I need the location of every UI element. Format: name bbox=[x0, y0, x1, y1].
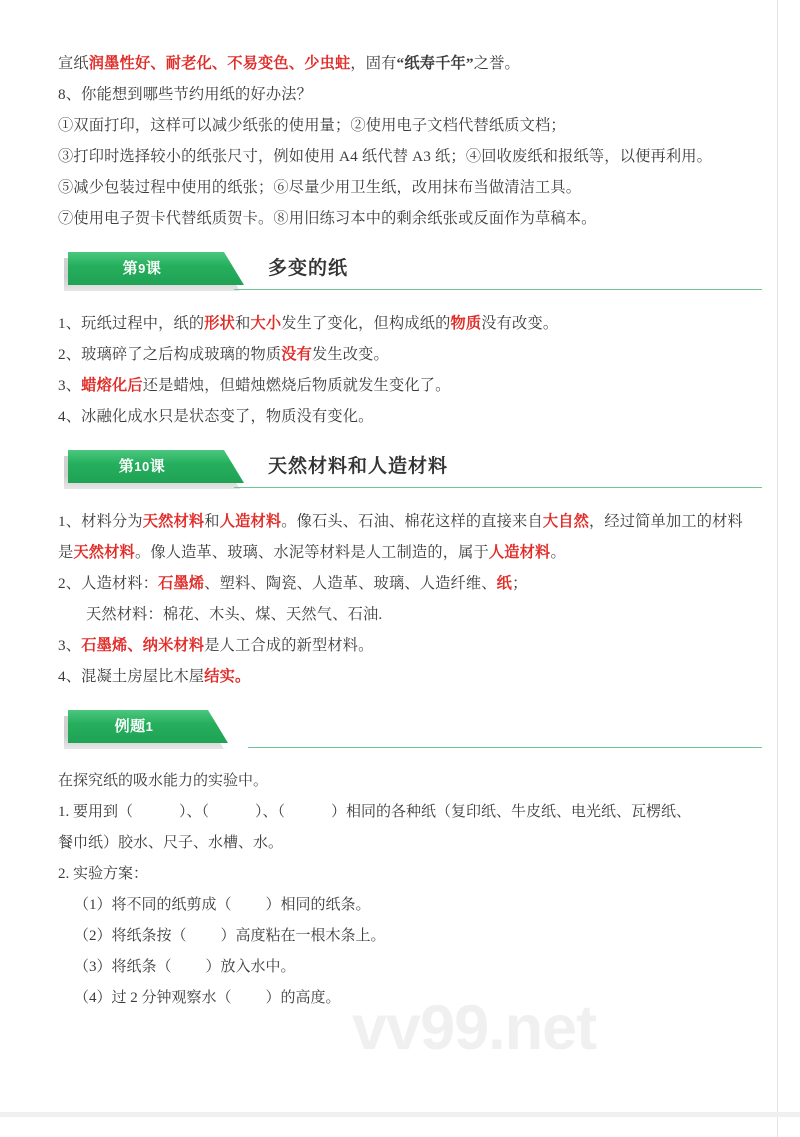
l10-i1-t3: 。像石头、石油、棉花这样的直接来自 bbox=[281, 513, 543, 530]
example-1-question-1 bbox=[58, 797, 748, 828]
lesson-10-item-4 bbox=[58, 661, 748, 692]
lesson-9-tag-prefix: 第 bbox=[122, 260, 139, 277]
section-header-lesson-9 bbox=[58, 252, 748, 298]
example-1-step-2 bbox=[58, 921, 748, 952]
example-1-question-2: 2. 实验方案： bbox=[58, 866, 149, 882]
note-xuan-red: 润墨性好、耐老化、不易变色、少虫蛀 bbox=[88, 55, 351, 72]
lesson-9-tag-number: 9 bbox=[138, 261, 146, 276]
ex1-s4-t1: （4）过 2 分钟观察水（ bbox=[74, 990, 232, 1006]
l10-i1-t4: ，经过简单加工的材料是 bbox=[58, 513, 743, 561]
lesson-10-item-3 bbox=[58, 630, 748, 661]
lesson-9-item-1 bbox=[58, 308, 748, 339]
example-1-intro: 在探究纸的吸水能力的实验中。 bbox=[58, 773, 269, 789]
ex1-q1-t1: 1. 要用到（ bbox=[58, 804, 134, 820]
l10-i1-r1: 天然材料 bbox=[142, 513, 205, 530]
l10-i1-r4: 天然材料 bbox=[73, 544, 135, 561]
l9-i3-t2: 还是蜡烛，但蜡烛燃烧后物质就发生变化了。 bbox=[142, 377, 451, 394]
example-1-rule bbox=[248, 747, 762, 748]
l10-i1-r5: 人造材料 bbox=[488, 544, 551, 561]
l10-i3-t1: 3、 bbox=[58, 637, 82, 654]
lesson-10-rule bbox=[234, 487, 762, 488]
example-1-tag-number: 1 bbox=[145, 719, 154, 734]
lesson-10-title: 天然材料和人造材料 bbox=[268, 456, 449, 477]
question-8: 8、你能想到哪些节约用纸的好办法？ bbox=[58, 86, 312, 103]
lesson-9-tag-suffix: 课 bbox=[145, 260, 162, 277]
l10-i3-t2: 是人工合成的新型材料。 bbox=[204, 637, 374, 654]
l10-i4-r1: 结实。 bbox=[204, 668, 251, 685]
l9-i2-t2: 发生改变。 bbox=[312, 346, 389, 363]
l10-i2-t1: 2、人造材料： bbox=[58, 575, 159, 592]
l10-i3-r1: 石墨烯、纳米材料 bbox=[81, 637, 205, 654]
lesson-10-tag-label bbox=[64, 450, 220, 483]
answer-line-1: ①双面打印，这样可以减少纸张的使用量；②使用电子文档代替纸质文档； bbox=[58, 117, 566, 134]
l10-i2-t3: ； bbox=[512, 575, 528, 592]
ex1-q1-t4: ）相同的各种纸（复印纸、牛皮纸、电光纸、瓦楞纸、 bbox=[331, 804, 692, 820]
l10-i2-t2: 、塑料、陶瓷、人造革、玻璃、人造纤维、 bbox=[204, 575, 497, 592]
l10-i2-r2: 纸 bbox=[496, 575, 513, 592]
l10-i1-t1: 1、材料分为 bbox=[58, 513, 143, 530]
note-xuan-paper bbox=[58, 48, 748, 79]
l9-i1-t3: 发生了变化，但构成纸的 bbox=[281, 315, 451, 332]
lesson-10-item-2 bbox=[58, 568, 748, 599]
ex1-q1-t3: ）、（ bbox=[255, 804, 286, 820]
example-1-step-1 bbox=[58, 890, 748, 921]
lesson-9-title: 多变的纸 bbox=[268, 258, 349, 279]
lesson-9-tag-label bbox=[64, 252, 220, 285]
ex1-q1-t2: ）、（ bbox=[179, 804, 210, 820]
lesson-10-tag-suffix: 课 bbox=[149, 458, 166, 475]
example-1-tag-label bbox=[64, 710, 204, 743]
lesson-9-item-3 bbox=[58, 370, 748, 401]
lesson-10-tag-number: 10 bbox=[134, 459, 150, 474]
ex1-s2-t2: ）高度粘在一根木条上。 bbox=[220, 928, 386, 944]
lesson-9-item-2 bbox=[58, 339, 748, 370]
l10-i1-r3: 大自然 bbox=[542, 513, 590, 530]
ex1-s1-t2: ）相同的纸条。 bbox=[265, 897, 371, 913]
l10-i2-r1: 石墨烯 bbox=[158, 575, 205, 592]
l9-i3-r1: 蜡熔化后 bbox=[81, 377, 143, 394]
page-right-border bbox=[777, 0, 778, 1137]
lesson-10-item-2-sub: 天然材料：棉花、木头、煤、天然气、石油. bbox=[86, 606, 383, 623]
example-1-step-3 bbox=[58, 952, 748, 983]
l9-i1-t2: 和 bbox=[235, 315, 251, 332]
l9-i1-r3: 物质 bbox=[450, 315, 482, 332]
example-1-question-1-cont: 餐巾纸）胶水、尺子、水槽、水。 bbox=[58, 835, 284, 851]
page-bottom-border bbox=[0, 1112, 800, 1117]
note-xuan-mid: ，固有 bbox=[350, 55, 397, 72]
note-xuan-quote: “纸寿千年” bbox=[396, 55, 474, 72]
note-xuan-suffix: 之誉。 bbox=[473, 55, 520, 72]
answer-line-4: ⑦使用电子贺卡代替纸质贺卡。⑧用旧练习本中的剩余纸张或反面作为草稿本。 bbox=[58, 210, 597, 227]
answer-line-2: ③打印时选择较小的纸张尺寸，例如使用 A4 纸代替 A3 纸；④回收废纸和报纸等，以便再利用。 bbox=[58, 148, 713, 165]
l9-i1-r1: 形状 bbox=[204, 315, 236, 332]
l10-i1-t2: 和 bbox=[204, 513, 220, 530]
l10-i4-t1: 4、混凝土房屋比木屋 bbox=[58, 668, 205, 685]
l9-i1-t1: 1、玩纸过程中，纸的 bbox=[58, 315, 205, 332]
l9-i2-r1: 没有 bbox=[281, 346, 312, 363]
answer-line-3: ⑤减少包装过程中使用的纸张；⑥尽量少用卫生纸，改用抹布当做清洁工具。 bbox=[58, 179, 582, 196]
example-1-step-4 bbox=[58, 983, 748, 1014]
ex1-s4-t2: ）的高度。 bbox=[265, 990, 341, 1006]
l9-i1-t4: 没有改变。 bbox=[481, 315, 559, 332]
section-header-example-1 bbox=[58, 710, 748, 756]
l9-i2-t1: 2、玻璃碎了之后构成玻璃的物质 bbox=[58, 346, 282, 363]
document-content bbox=[58, 48, 748, 1014]
l10-i1-t6: 。 bbox=[550, 544, 566, 561]
site-watermark: vv99.net bbox=[352, 993, 597, 1063]
lesson-9-item-4: 4、冰融化成水只是状态变了，物质没有变化。 bbox=[58, 408, 374, 425]
ex1-s3-t1: （3）将纸条（ bbox=[74, 959, 172, 975]
l10-i1-t5: 。像人造革、玻璃、水泥等材料是人工制造的，属于 bbox=[134, 544, 489, 561]
ex1-s3-t2: ）放入水中。 bbox=[205, 959, 296, 975]
l9-i1-r2: 大小 bbox=[250, 315, 282, 332]
note-xuan-prefix: 宣纸 bbox=[58, 55, 89, 72]
section-header-lesson-10 bbox=[58, 450, 748, 496]
lesson-10-item-1 bbox=[58, 506, 748, 568]
lesson-9-rule bbox=[234, 289, 762, 290]
lesson-10-tag-prefix: 第 bbox=[118, 458, 135, 475]
l10-i1-r2: 人造材料 bbox=[219, 513, 282, 530]
l9-i3-t1: 3、 bbox=[58, 377, 82, 394]
ex1-s2-t1: （2）将纸条按（ bbox=[74, 928, 187, 944]
example-1-tag-text: 例题 bbox=[114, 718, 146, 735]
ex1-s1-t1: （1）将不同的纸剪成（ bbox=[74, 897, 232, 913]
